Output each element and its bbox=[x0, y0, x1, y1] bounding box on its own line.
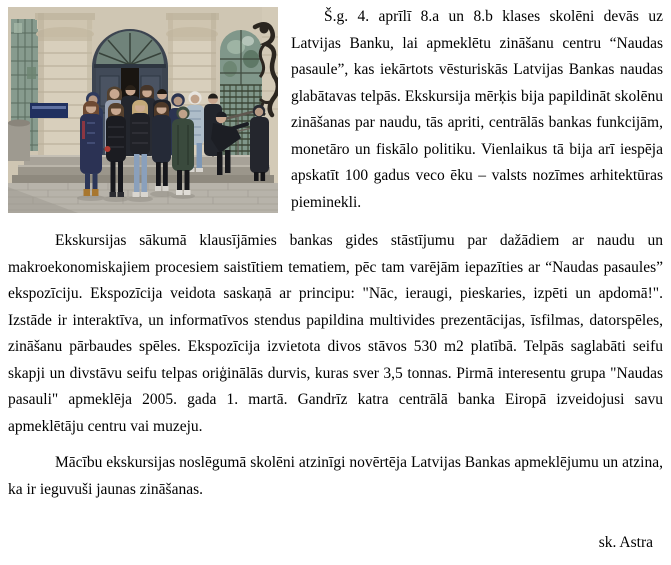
bank-plaque bbox=[30, 103, 68, 118]
class-group-photo bbox=[8, 7, 278, 213]
paragraph-intro: Š.g. 4. aprīlī 8.a un 8.b klases skolēni devās uz Latvijas Banku, lai apmeklētu zināšanu centru “Naudas pasaule”, kas iekārtots vēsturiskās Latvijas Bankas naudas glabātavas telpās. Ekskursija mērķis bija papildināt skolēnu zināšanas par naudu, tās apriti, centrālās bankas funkcijām, monetāro un fiskālo politiku. Vienlaikus tā bija arī iespēja apskatīt 100 gadus veco ēku – valsts nozīmes arhitektūras pieminekli. bbox=[291, 8, 663, 211]
top-row bbox=[8, 7, 663, 219]
paragraph-excursion-details: Ekskursijas sākumā klausījāmies bankas gides stāstījumu par dažādiem ar naudu un makroekonomiskajiem procesiem saistītiem tematiem, pēc tam varējām iepazīties ar “Naudas pasaules” ekspozīciju. Ekspozīcija veidota saskaņā ar principu: "Nāc, ieraugi, pieskaries, izpēti un apdomā!". Izstāde ir interaktīva, un informatīvos stendus papildina multivides prezentācijas, īsfilmas, datorspēles, zināšanu pārbaudes spēles. Ekspozīcija izvietota divos stāvos 530 m2 platībā. Telpās saglabāti seifu skapji un divstāvu seifu telpas oriģinālās durvis, kuras sver 3,5 tonnas. Pirmā interesentu grupa "Naudas pasauli" apmeklēja 2005. gada 1. martā. Gandrīz katra centrālā banka Eiropā izveidojusi savu apmeklētāju centru vai muzeju. bbox=[8, 232, 663, 435]
signature: sk. Astra bbox=[598, 534, 653, 551]
paragraph-conclusion: Mācību ekskursijas noslēgumā skolēni atzinīgi novērtēja Latvijas Bankas apmeklējumu un atzina, ka ir ieguvuši jaunas zināšanas. bbox=[8, 454, 663, 498]
